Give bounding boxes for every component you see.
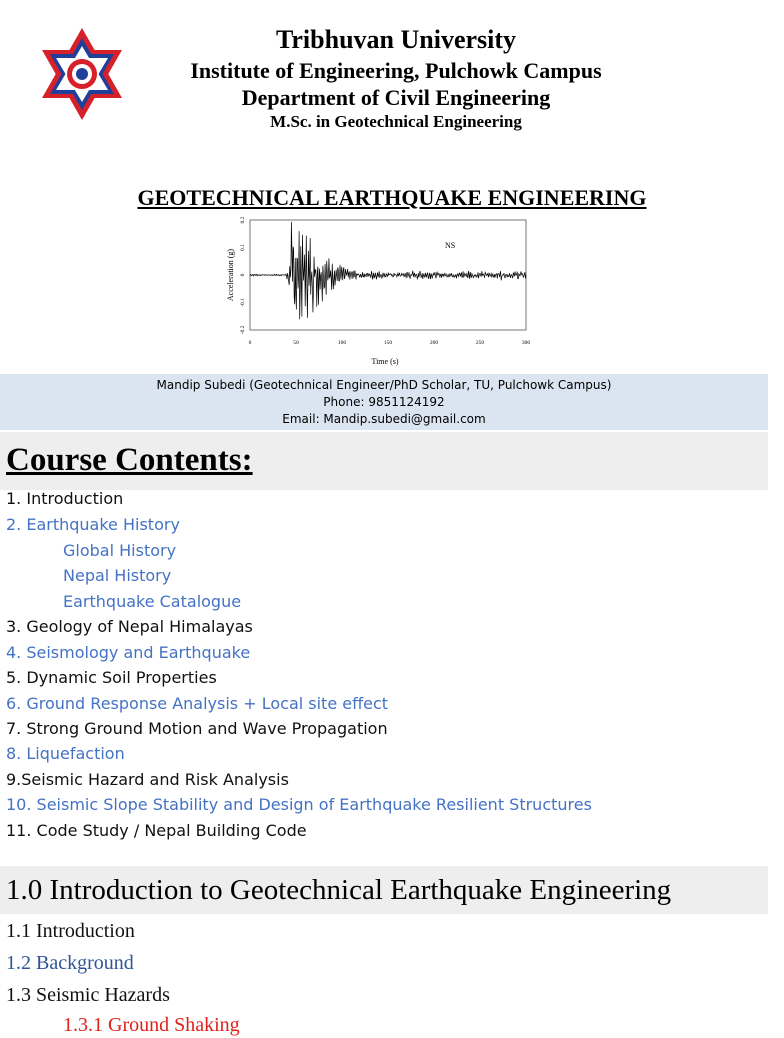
institute-name: Institute of Engineering, Pulchowk Campus — [190, 58, 602, 83]
contents-item-code-study: 11. Code Study / Nepal Building Code — [6, 821, 307, 840]
x-tick-label: 300 — [521, 340, 531, 346]
contents-item-seismic-hazard: 9.Seismic Hazard and Risk Analysis — [6, 770, 289, 789]
seismogram-x-axis-label: Time (s) — [371, 357, 399, 366]
author-info-band — [0, 374, 768, 430]
contents-item-slope-stability[interactable]: 10. Seismic Slope Stability and Design of Earthquake Resilient Structures — [6, 795, 592, 814]
section-item-ground-shaking[interactable]: 1.3.1 Ground Shaking — [63, 1014, 240, 1036]
y-tick-label: -0.2 — [240, 325, 246, 335]
seismogram-figure — [222, 216, 540, 372]
y-tick-label: 0.2 — [240, 216, 246, 224]
x-tick-label: 250 — [475, 340, 485, 346]
program-name: M.Sc. in Geotechnical Engineering — [270, 112, 522, 131]
seismogram-component-label: NS — [445, 241, 456, 250]
university-name: Tribhuvan University — [275, 25, 517, 54]
section-item-seismic-hazards: 1.3 Seismic Hazards — [6, 984, 170, 1006]
contents-item-liquefaction[interactable]: 8. Liquefaction — [6, 744, 125, 763]
university-logo — [40, 24, 124, 124]
contents-item-seismology[interactable]: 4. Seismology and Earthquake — [6, 643, 251, 662]
seismogram-y-ticks — [240, 216, 246, 334]
y-tick-label: 0.1 — [240, 244, 246, 251]
contents-item-dynamic-soil: 5. Dynamic Soil Properties — [6, 668, 217, 687]
y-tick-label: -0.1 — [240, 298, 246, 307]
course-contents-header — [0, 432, 768, 490]
contents-item-nepal-history[interactable]: Nepal History — [63, 566, 172, 585]
seismogram-x-ticks — [249, 340, 531, 346]
x-tick-label: 0 — [248, 340, 252, 346]
section-title: 1.0 Introduction to Geotechnical Earthquake Engineering — [6, 874, 672, 906]
author-email[interactable]: Email: Mandip.subedi@gmail.com — [282, 412, 486, 426]
section-item-background[interactable]: 1.2 Background — [6, 952, 134, 974]
x-tick-label: 150 — [383, 340, 393, 346]
section-item-introduction: 1.1 Introduction — [6, 920, 135, 942]
x-tick-label: 100 — [337, 340, 347, 346]
contents-item-global-history[interactable]: Global History — [63, 541, 177, 560]
section-header — [0, 866, 768, 914]
contents-item-introduction: 1. Introduction — [6, 489, 124, 508]
course-contents-title: Course Contents: — [6, 442, 253, 478]
seismogram-y-axis-label: Acceleration (g) — [226, 248, 235, 302]
course-title: GEOTECHNICAL EARTHQUAKE ENGINEERING — [137, 185, 647, 210]
contents-item-earthquake-catalogue[interactable]: Earthquake Catalogue — [63, 592, 242, 611]
author-name: Mandip Subedi (Geotechnical Engineer/PhD Scholar, TU, Pulchowk Campus) — [156, 378, 612, 392]
contents-item-earthquake-history[interactable]: 2. Earthquake History — [6, 515, 180, 534]
y-tick-label: 0 — [240, 273, 246, 277]
x-tick-label: 50 — [293, 340, 299, 346]
x-tick-label: 200 — [429, 340, 439, 346]
contents-item-geology: 3. Geology of Nepal Himalayas — [6, 617, 253, 636]
contents-item-ground-response[interactable]: 6. Ground Response Analysis + Local site effect — [6, 694, 389, 713]
department-name: Department of Civil Engineering — [241, 85, 551, 110]
acceleration-trace — [250, 222, 526, 319]
contents-item-strong-motion: 7. Strong Ground Motion and Wave Propagation — [6, 719, 388, 738]
author-phone: Phone: 9851124192 — [323, 395, 445, 409]
